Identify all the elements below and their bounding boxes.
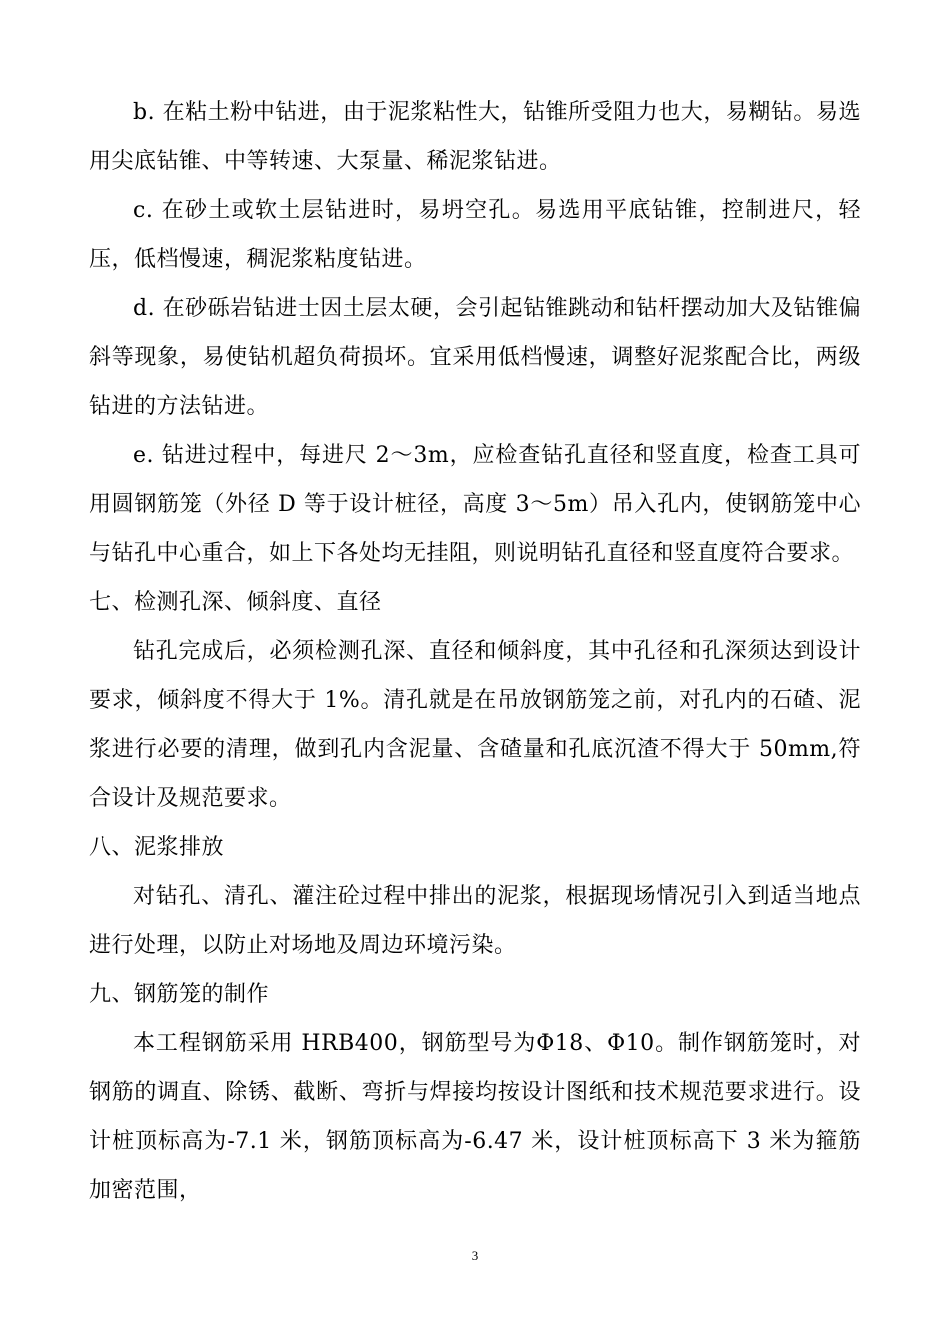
paragraph-item-b: b. 在粘土粉中钻进，由于泥浆粘性大，钻锥所受阻力也大，易糊钻。易选用尖底钻锥、中等转速、大泵量、稀泥浆钻进。 — [89, 100, 861, 174]
section-heading-9: 九、钢筋笼的制作 — [89, 982, 270, 1007]
section-heading-8: 八、泥浆排放 — [89, 835, 225, 860]
paragraph-section-9: 本工程钢筋采用 HRB400，钢筋型号为Φ18、Φ10。制作钢筋笼时，对钢筋的调直、除锈、截断、弯折与焊接均按设计图纸和技术规范要求进行。设计桩顶标高为-7.1 米，钢筋顶标高为-6.47 米，设计桩顶标高下 3 米为箍筋加密范围， — [89, 1031, 861, 1203]
section-heading-7: 七、检测孔深、倾斜度、直径 — [89, 590, 382, 615]
paragraph-item-c: c. 在砂土或软土层钻进时，易坍空孔。易选用平底钻锥，控制进尺，轻压，低档慢速，稠泥浆粘度钻进。 — [89, 198, 861, 272]
document-body — [89, 88, 861, 1215]
paragraph-section-7: 钻孔完成后，必须检测孔深、直径和倾斜度，其中孔径和孔深须达到设计要求，倾斜度不得大于 1%。清孔就是在吊放钢筋笼之前，对孔内的石碴、泥浆进行必要的清理，做到孔内含泥量、含碴量和孔底沉渣不得大于 50mm,符合设计及规范要求。 — [89, 639, 861, 811]
paragraph-item-d: d. 在砂砾岩钻进士因土层太硬，会引起钻锥跳动和钻杆摆动加大及钻锥偏斜等现象，易使钻机超负荷损坏。宜采用低档慢速，调整好泥浆配合比，两级钻进的方法钻进。 — [89, 296, 861, 419]
page-number: 3 — [471, 1248, 479, 1263]
paragraph-item-e: e. 钻进过程中，每进尺 2～3m，应检查钻孔直径和竖直度，检查工具可用圆钢筋笼（外径 D 等于设计桩径，高度 3～5m）吊入孔内，使钢筋笼中心与钻孔中心重合，如上下各处均无挂阻，则说明钻孔直径和竖直度符合要求。 — [89, 443, 861, 566]
paragraph-section-8: 对钻孔、清孔、灌注砼过程中排出的泥浆，根据现场情况引入到适当地点进行处理，以防止对场地及周边环境污染。 — [89, 884, 861, 958]
